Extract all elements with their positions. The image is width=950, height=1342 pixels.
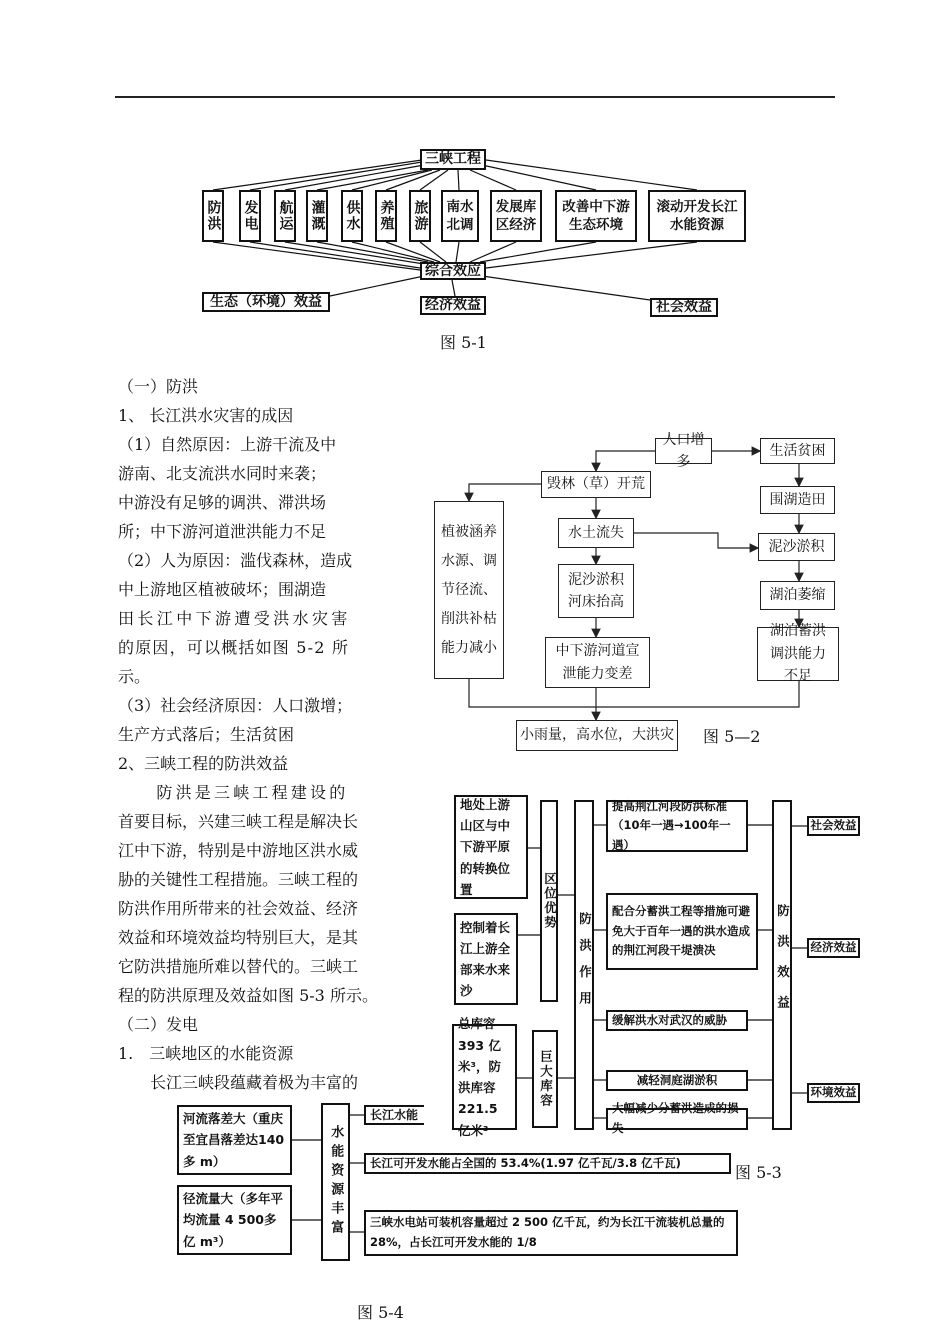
fig54-caption: 图 5-4 <box>357 1303 404 1322</box>
fig51-caption: 图 5-1 <box>440 333 487 352</box>
fig53-location: 地处上游山区与中下游平原的转换位置 <box>454 795 528 899</box>
fig52-caption: 图 5—2 <box>703 727 761 746</box>
fig53-effect: 配合分蓄洪工程等措施可避免大于百年一遇的洪水造成的荆江河段干堤溃决 <box>606 893 758 970</box>
fig53-caption: 图 5-3 <box>735 1163 782 1182</box>
fig52-population: 人口增多 <box>655 438 712 464</box>
text-line: 程的防洪原理及效益如图 5-3 所示。 <box>118 986 378 1005</box>
fig54-rich: 水能资源丰富 <box>321 1103 350 1261</box>
text-line: 长江三峡段蕴藏着极为丰富的 <box>118 1073 359 1092</box>
text-line: 首要目标，兴建三峡工程是解决长 <box>118 812 359 831</box>
fig51-center: 综合效应 <box>420 262 486 280</box>
fig52-river-drain: 中下游河道宣泄能力变差 <box>545 637 650 688</box>
fig52-deforest: 毁林（草）开荒 <box>541 471 651 498</box>
fig51-top: 三峡工程 <box>420 149 486 170</box>
fig52-poverty: 生活贫困 <box>760 438 835 464</box>
fig51-benefit: 灌溉 <box>306 190 328 242</box>
fig51-benefit: 旅游 <box>409 190 431 242</box>
text-line: 1. 三峡地区的水能资源 <box>118 1044 294 1063</box>
fig52-erosion: 水土流失 <box>558 518 634 548</box>
fig53-effect: 大幅减少分蓄洪造成的损失 <box>606 1108 748 1130</box>
text-line: 所；中下游河道泄洪能力不足 <box>118 522 327 541</box>
fig53-effect: 提高荆江河段防洪标准（10年一遇→100年一遇） <box>606 800 748 852</box>
text-line: 防洪作用所带来的社会效益、经济 <box>118 899 359 918</box>
fig51-benefit: 发电 <box>239 190 261 242</box>
fig54-flow: 径流量大（多年平均流量 4 500多亿 m³） <box>177 1185 292 1255</box>
text-line: 江中下游，特别是中游地区洪水威 <box>118 841 359 860</box>
fig52-result: 小雨量，高水位，大洪灾 <box>516 720 678 751</box>
text-line: 防洪是三峡工程建设的 <box>118 783 349 802</box>
fig52-reclaim: 围湖造田 <box>760 486 835 514</box>
text-line: 它防洪措施所难以替代的。三峡工 <box>118 957 359 976</box>
fig52-silt-right: 泥沙淤积 <box>758 533 835 561</box>
fig53-role: 防洪作用 <box>574 800 594 1130</box>
text-line: 2、三峡工程的防洪效益 <box>118 754 289 773</box>
fig51-benefit: 改善中下游生态环境 <box>555 190 637 242</box>
text-line: （1）自然原因：上游干流及中 <box>118 435 337 454</box>
fig53-benefit: 防洪效益 <box>772 800 792 1130</box>
text-line: 1、 长江洪水灾害的成因 <box>118 406 294 425</box>
fig53-env: 环境效益 <box>807 1083 860 1103</box>
fig53-control: 控制着长江上游全部来水来沙 <box>454 913 518 1005</box>
fig53-social: 社会效益 <box>807 816 860 836</box>
fig53-reservoir: 巨大库容 <box>532 1030 558 1128</box>
fig51-outcome: 经济效益 <box>420 296 486 315</box>
text-line: （二）发电 <box>118 1015 199 1034</box>
text-line: 生产方式落后；生活贫困 <box>118 725 295 744</box>
fig52-silt-river: 泥沙淤积河床抬高 <box>558 564 634 618</box>
text-line: （2）人为原因：滥伐森林，造成 <box>118 551 353 570</box>
text-line: （一）防洪 <box>118 377 199 396</box>
fig51-benefit: 发展库区经济 <box>490 190 542 242</box>
fig53-effect: 缓解洪水对武汉的威胁 <box>606 1010 748 1031</box>
fig54-result: 长江水能 <box>364 1105 424 1125</box>
fig51-benefit: 防洪 <box>202 190 224 242</box>
fig54-result: 三峡水电站可装机容量超过 2 500 亿千瓦，约为长江干流装机总量的 28%，占长江可开发水能的 1/8 <box>364 1210 738 1256</box>
fig53-advantage: 区位优势 <box>540 800 558 1002</box>
text-line: 游南、北支流洪水同时来袭； <box>118 464 327 483</box>
text-line: 的原因，可以概括如图 5-2 所 <box>118 638 350 657</box>
fig52-lake-store: 湖泊蓄洪调洪能力不足 <box>757 627 839 681</box>
fig51-benefit: 养殖 <box>375 190 397 242</box>
fig51-benefit: 滚动开发长江水能资源 <box>648 190 746 242</box>
fig53-effect: 减轻洞庭湖淤积 <box>606 1070 748 1091</box>
fig51-outcome: 生态（环境）效益 <box>202 292 330 312</box>
text-line: 中上游地区植被破坏；围湖造 <box>118 580 327 599</box>
fig51-benefit: 南水北调 <box>441 190 479 242</box>
fig52-lake-shrink: 湖泊萎缩 <box>760 581 835 610</box>
text-line: 胁的关键性工程措施。三峡工程的 <box>118 870 359 889</box>
fig54-result: 长江可开发水能占全国的 53.4%(1.97 亿千瓦/3.8 亿千瓦) <box>364 1153 731 1174</box>
text-line: 示。 <box>118 667 151 686</box>
fig53-economic: 经济效益 <box>807 938 860 958</box>
fig51-benefit: 供水 <box>341 190 363 242</box>
text-line: 中游没有足够的调洪、滞洪场 <box>118 493 327 512</box>
fig52-veg: 植被涵养水源、调节径流、削洪补枯能力减小 <box>434 501 504 679</box>
fig54-drop: 河流落差大（重庆至宜昌落差达140 多 m） <box>177 1105 292 1175</box>
text-line: （3）社会经济原因：人口激增； <box>118 696 353 715</box>
fig53-storage: 总库容 393 亿米³，防洪库容 221.5 亿米³ <box>452 1024 517 1130</box>
text-line: 效益和环境效益均特别巨大，是其 <box>118 928 359 947</box>
fig51-benefit: 航运 <box>274 190 296 242</box>
fig51-outcome: 社会效益 <box>650 298 718 317</box>
text-line: 田长江中下游遭受洪水灾害 <box>118 609 351 628</box>
